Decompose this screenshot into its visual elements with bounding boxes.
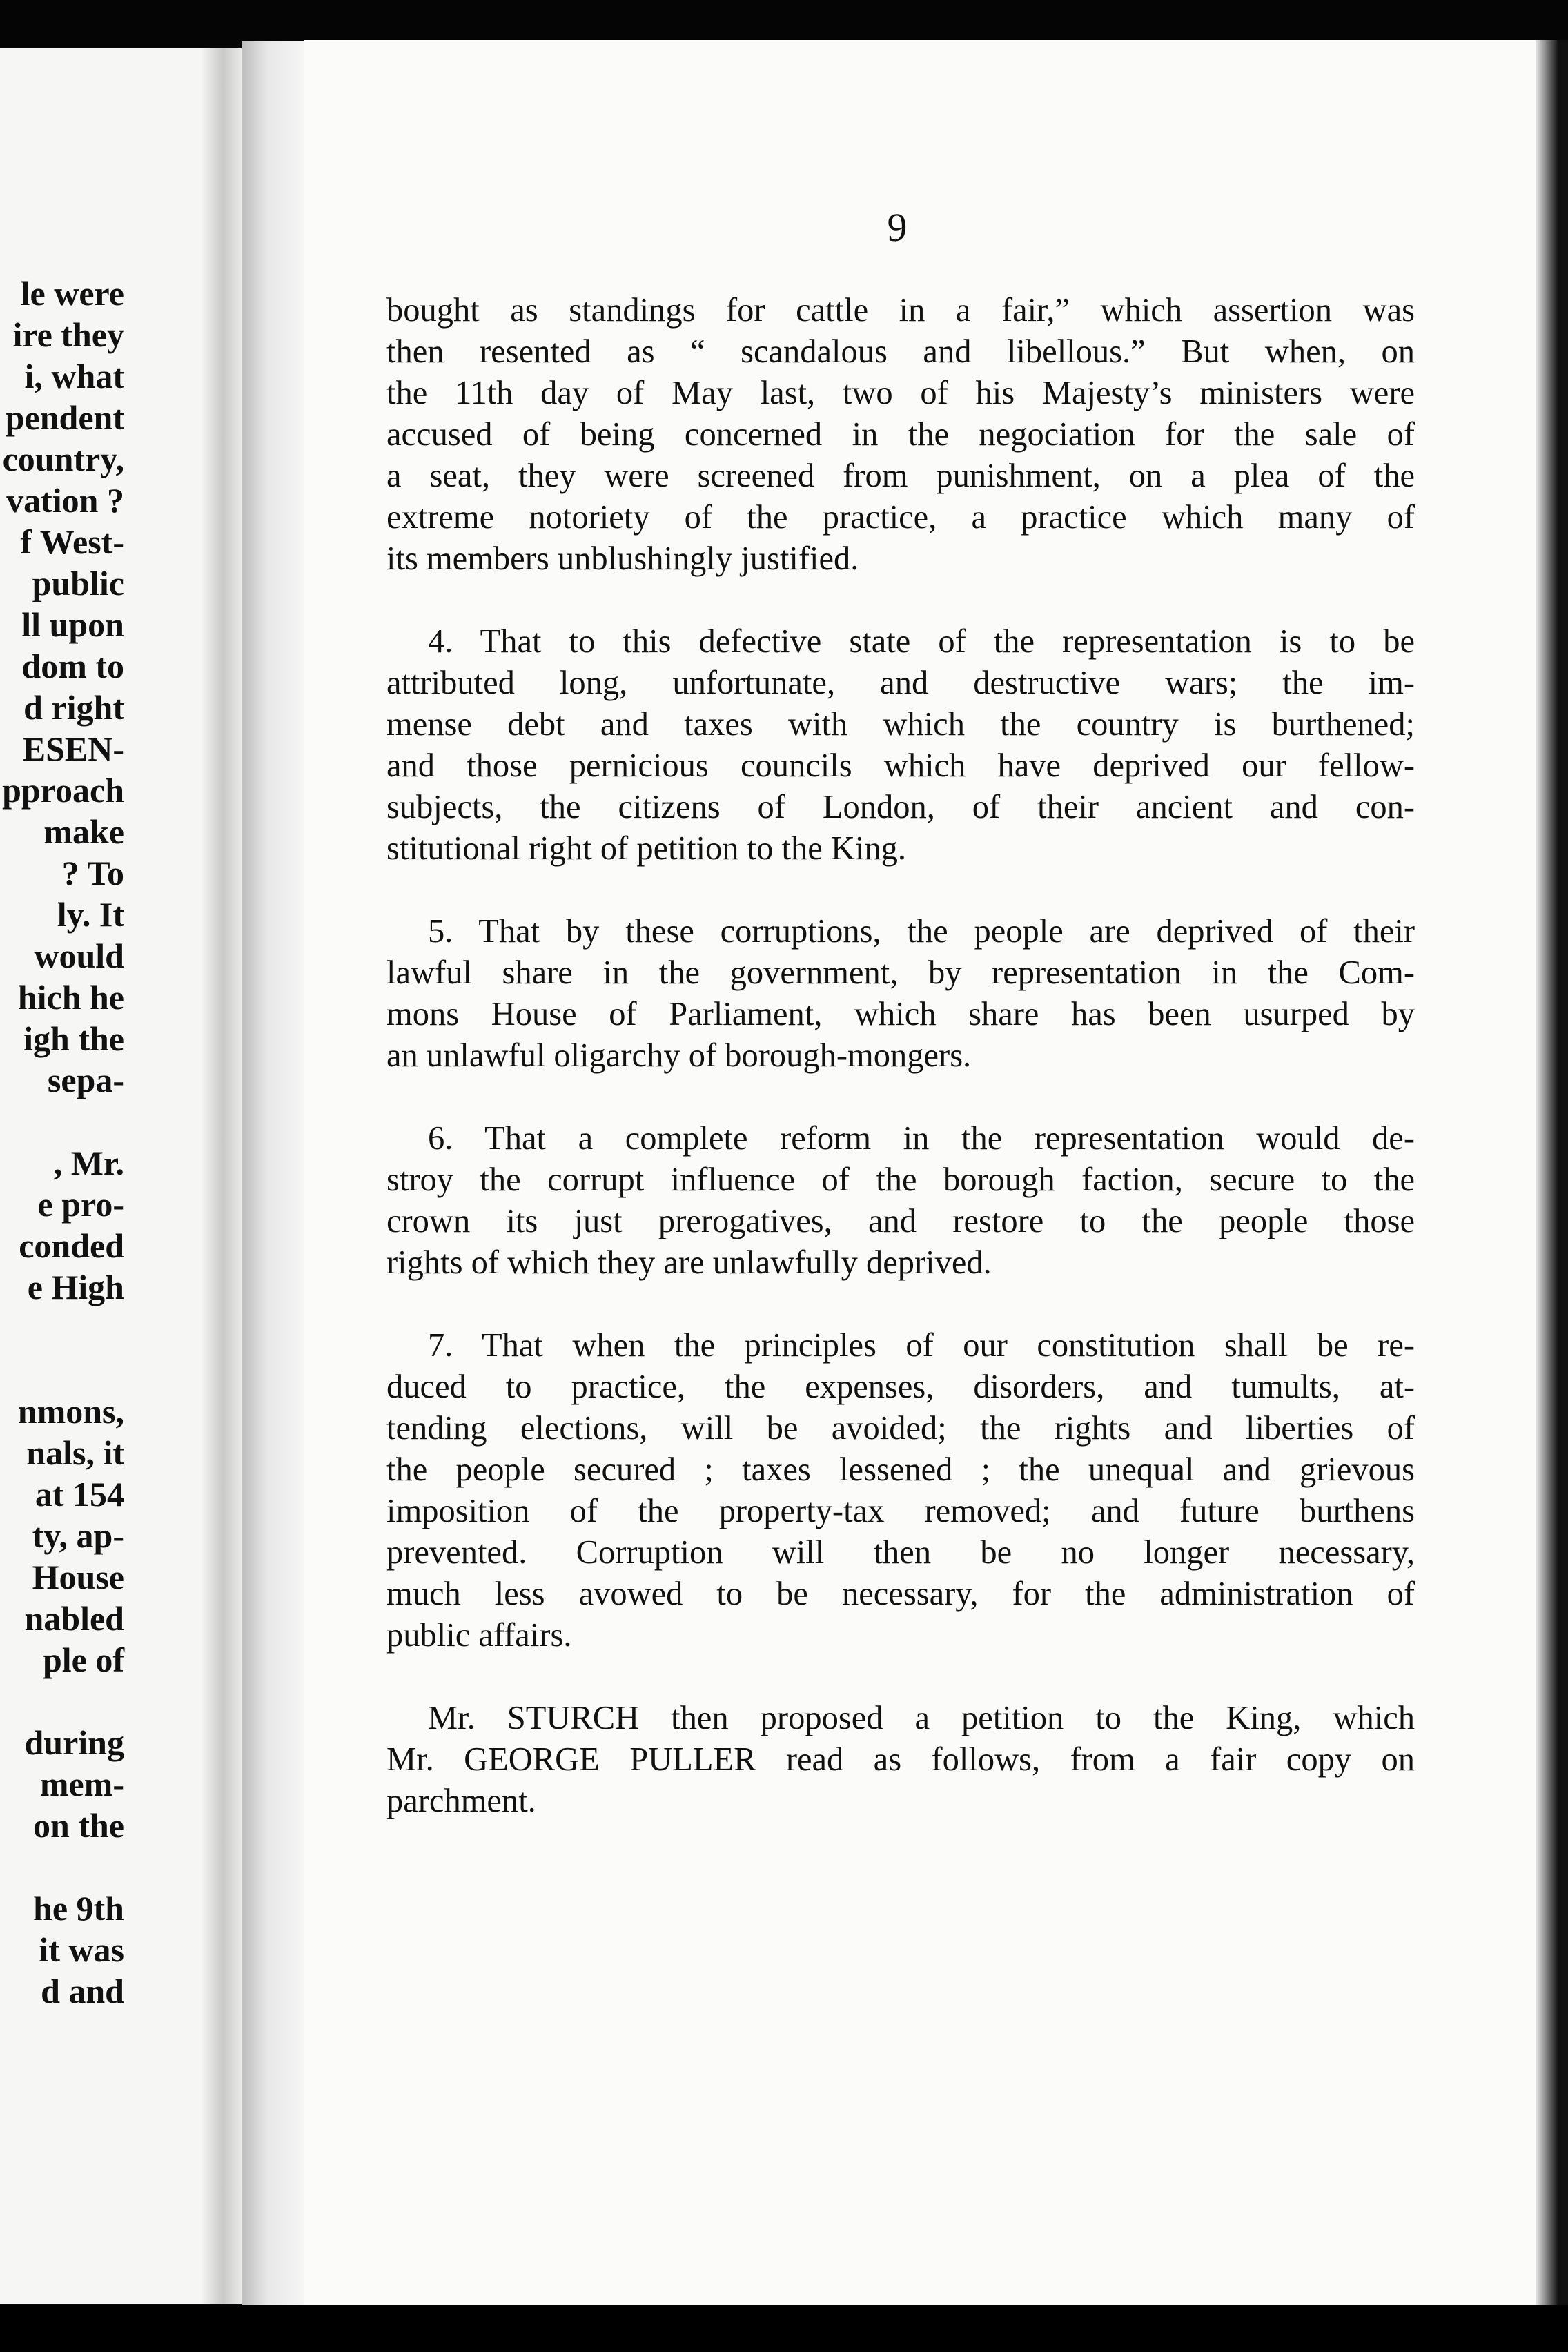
text-line: mons House of Parliament, which share has been usurped by [386,996,1415,1032]
facing-page-line [0,1101,124,1142]
facing-page-line [0,1680,124,1722]
text-line: its members unblushingly justified. [386,540,859,577]
facing-page-line: i, what [24,357,124,395]
text-line: accused of being concerned in the negociation for the sale of [386,416,1415,453]
facing-page-line: vation ? [6,481,124,520]
facing-page-line: ire they [12,315,124,354]
text-line: Mr. STURCH then proposed a petition to the King, which [428,1700,1415,1736]
text-line: bought as standings for cattle in a fair,” which assertion was [386,292,1415,329]
facing-page-line: nmons, [17,1392,124,1431]
facing-page-line: pproach [2,771,124,810]
body-text [386,290,1415,1863]
page-edge [1536,40,1568,2317]
facing-page-line: d right [23,688,124,727]
facing-page-line: make [43,812,124,851]
facing-page-line: igh the [23,1019,124,1058]
facing-page-line: d and [41,1972,124,2010]
text-line: 7. That when the principles of our constitution shall be re- [428,1327,1415,1364]
text-line: 4. That to this defective state of the representation is to be [428,623,1415,660]
text-line: a seat, they were screened from punishment, on a plea of the [386,458,1415,494]
text-line: lawful share in the government, by representation in the Com- [386,954,1415,991]
text-line: prevented. Corruption will then be no longer necessary, [386,1534,1415,1571]
facing-page-line: on the [33,1806,124,1845]
facing-page-line: conded [19,1226,124,1265]
facing-page-line [0,1846,124,1888]
text-line: 5. That by these corruptions, the people are deprived of their [428,913,1415,950]
facing-page-line: mem- [39,1765,124,1803]
facing-page-line: ly. It [57,895,124,934]
text-line: public affairs. [386,1617,572,1654]
facing-page-line: hich he [17,978,124,1017]
facing-page-line: pendent [5,398,124,437]
facing-page-line: e pro- [37,1185,124,1224]
facing-page-line: at 154 [35,1475,124,1513]
page-fold-shadow [200,48,242,2304]
text-line: extreme notoriety of the practice, a practice which many of [386,499,1415,536]
paragraph [386,621,1415,870]
text-line: stitutional right of petition to the King. [386,830,907,867]
text-line: imposition of the property-tax removed; and future burthens [386,1493,1415,1529]
text-line: much less avowed to be necessary, for the administration of [386,1576,1415,1612]
facing-page-line: House [32,1558,124,1596]
text-line: Mr. GEORGE PULLER read as follows, from a fair copy on [386,1741,1415,1778]
paragraph [386,911,1415,1077]
text-line: the people secured ; taxes lessened ; the unequal and grievous [386,1451,1415,1488]
facing-page-line: le were [20,274,124,313]
text-line: an unlawful oligarchy of borough-mongers. [386,1037,972,1074]
facing-page-text [0,273,124,2012]
text-line: parchment. [386,1783,536,1819]
paragraph [386,1325,1415,1656]
facing-page-line [0,1308,124,1349]
facing-page-line: nals, it [26,1433,124,1472]
facing-page-line: sepa- [47,1061,124,1099]
facing-page-line: ? To [61,854,124,892]
facing-page-line: ll upon [21,605,124,644]
text-line: tending elections, will be avoided; the rights and liberties of [386,1410,1415,1447]
facing-page-line: , Mr. [53,1144,124,1182]
facing-page-line: nabled [24,1599,124,1638]
scan-bottom-border [0,2305,1568,2352]
text-line: subjects, the citizens of London, of their ancient and con- [386,789,1415,825]
facing-page-line: e High [27,1268,124,1306]
page-number: 9 [887,205,908,250]
text-line: 6. That a complete reform in the representation would de- [428,1120,1415,1157]
text-line: then resented as “ scandalous and libellous.” But when, on [386,333,1415,370]
facing-page-line: he 9th [33,1889,124,1928]
text-line: mense debt and taxes with which the country is burthened; [386,706,1415,743]
facing-page-line: dom to [21,647,124,685]
facing-page-line: f West- [20,522,124,561]
text-line: the 11th day of May last, two of his Majesty’s ministers were [386,375,1415,411]
facing-page-line: country, [2,440,124,478]
facing-page-line: ty, ap- [32,1516,124,1555]
facing-page-line [0,1349,124,1391]
text-line: rights of which they are unlawfully deprived. [386,1244,992,1281]
facing-page-line: it was [39,1930,124,1969]
text-line: duced to practice, the expenses, disorders, and tumults, at- [386,1369,1415,1405]
text-line: attributed long, unfortunate, and destructive wars; the im- [386,665,1415,701]
text-line: crown its just prerogatives, and restore to the people those [386,1203,1415,1239]
paragraph [386,1118,1415,1284]
text-line: stroy the corrupt influence of the borough faction, secure to the [386,1162,1415,1198]
text-line: and those pernicious councils which have deprived our fellow- [386,747,1415,784]
facing-page-line: ESEN- [22,729,124,768]
facing-page-line: ple of [42,1640,124,1679]
facing-page [0,48,242,2304]
paragraph [386,1698,1415,1822]
facing-page-line: during [24,1723,124,1762]
facing-page-line: public [32,564,124,602]
paragraph [386,290,1415,580]
facing-page-line: would [34,937,124,975]
